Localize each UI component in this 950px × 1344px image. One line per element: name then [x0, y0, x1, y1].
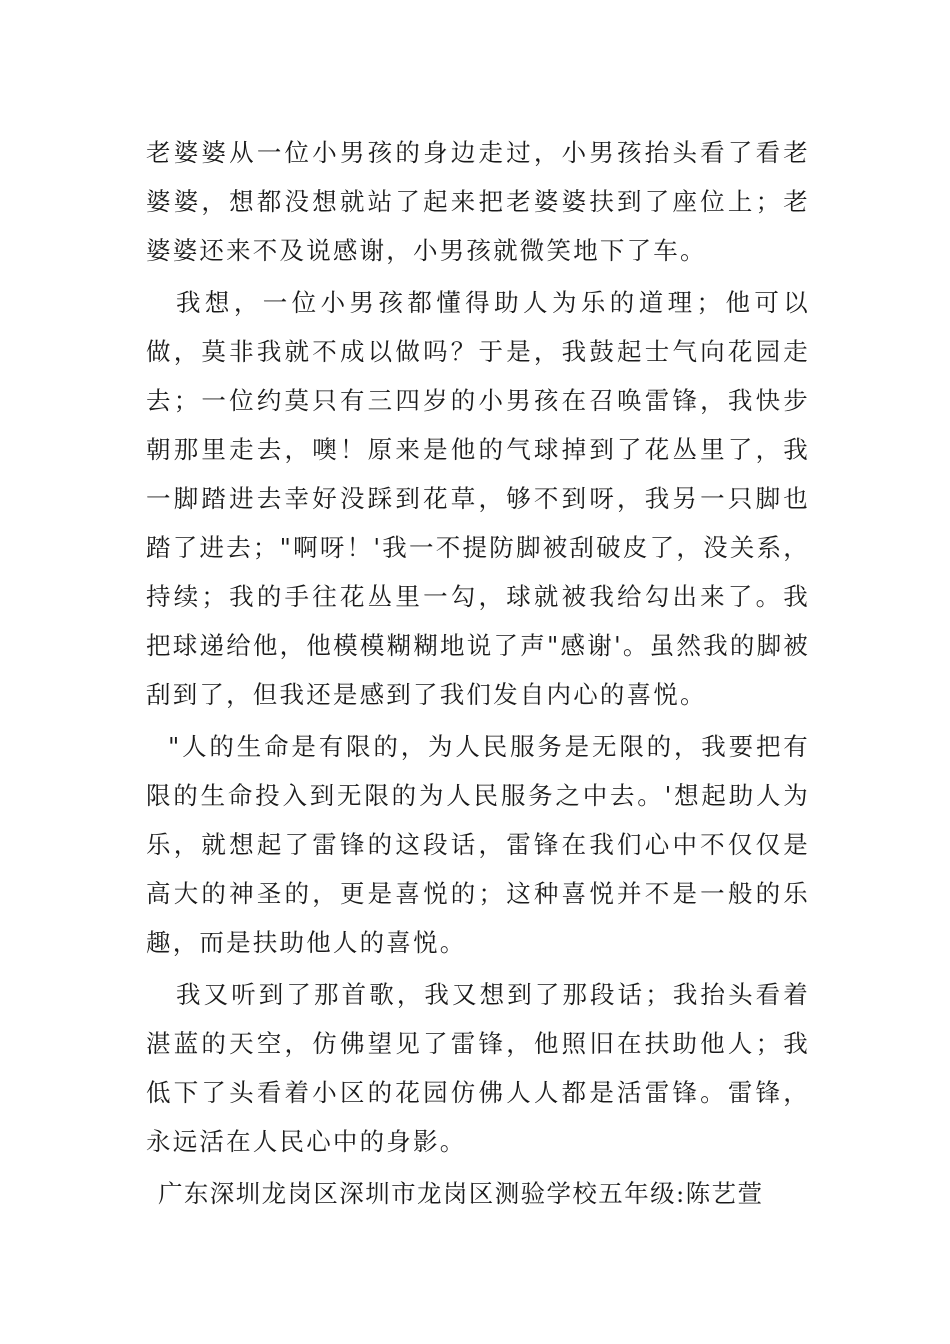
author-signature: 广东深圳龙岗区深圳市龙岗区测验学校五年级:陈艺萱 [158, 1179, 764, 1208]
document-body [146, 128, 810, 1218]
paragraph-bus-scene: 老婆婆从一位小男孩的身边走过，小男孩抬头看了看老婆婆，想都没想就站了起来把老婆婆扶到了座位上；老婆婆还来不及说感谢，小男孩就微笑地下了车。 [146, 138, 810, 265]
paragraph-leifeng-quote: "人的生命是有限的，为人民服务是无限的，我要把有限的生命投入到无限的为人民服务之中去。'想起助人为乐，就想起了雷锋的这段话，雷锋在我们心中不仅仅是高大的神圣的，更是喜悦的；这种喜悦并不是一般的乐趣，而是扶助他人的喜悦。 [146, 732, 810, 957]
paragraph-helping-boy: 我想，一位小男孩都懂得助人为乐的道理；他可以做，莫非我就不成以做吗？于是，我鼓起士气向花园走去；一位约莫只有三四岁的小男孩在召唤雷锋，我快步朝那里走去，噢！原来是他的气球掉到了花丛里了，我一脚踏进去幸好没踩到花草，够不到呀，我另一只脚也踏了进去；"啊呀！'我一不提防脚被刮破皮了，没关系，持续；我的手往花丛里一勾，球就被我给勾出来了。我把球递给他，他模模糊糊地说了声"感谢'。虽然我的脚被刮到了，但我还是感到了我们发自内心的喜悦。 [146, 288, 810, 709]
paragraph-conclusion: 我又听到了那首歌，我又想到了那段话；我抬头看着湛蓝的天空，仿佛望见了雷锋，他照旧在扶助他人；我低下了头看着小区的花园仿佛人人都是活雷锋。雷锋，永远活在人民心中的身影。 [146, 980, 810, 1156]
